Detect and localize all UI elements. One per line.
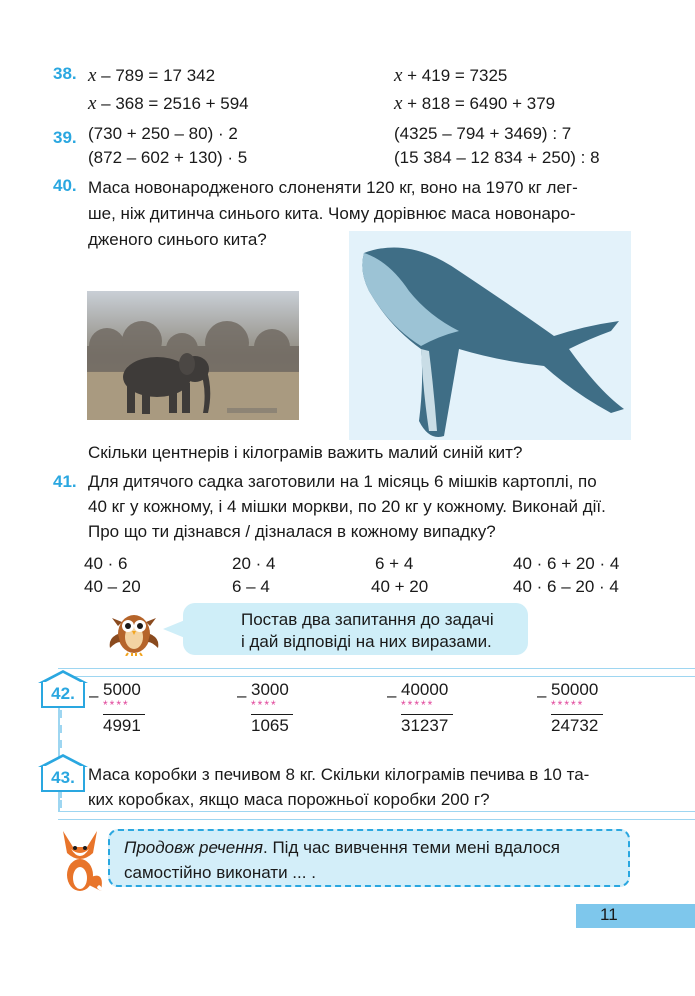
subtraction-line: [251, 714, 293, 715]
task43-line2: ких коробках, якщо маса порожньої коробки 200 г?: [88, 790, 490, 809]
task40-line2: ше, ніж дитинча синього кита. Чому дорівнює маса новонаро-: [88, 204, 576, 223]
unknown-digits: ****: [251, 698, 278, 712]
task41-line1: Для дитячого садка заготовили на 1 місяць 6 мішків картоплі, по: [88, 472, 597, 491]
difference: 1065: [251, 716, 289, 735]
minuend: 5000: [103, 680, 141, 699]
task-number-39: 39.: [53, 128, 77, 147]
owl-icon: [104, 604, 164, 661]
ruler-tick: [60, 710, 62, 718]
task-number-42: 42.: [41, 682, 85, 708]
expression-41-4: 40 · 6 + 20 · 4: [513, 554, 620, 573]
bubble-line-2: і дай відповіді на них виразами.: [241, 632, 492, 651]
task-number-41: 41.: [53, 472, 77, 491]
ruler-tick: [60, 740, 62, 748]
reflection-line-1: Продовж речення. Під час вивчення теми мені вдалося: [124, 838, 560, 857]
expression-41-3: 6 + 4: [375, 554, 414, 573]
subtraction-line: [401, 714, 453, 715]
expression-41-5: 40 – 20: [84, 577, 141, 596]
minuend: 3000: [251, 680, 289, 699]
fox-icon: [55, 825, 105, 900]
unknown-digits: ****: [103, 698, 130, 712]
page-number: 11: [600, 905, 618, 924]
elephant-photo: [87, 291, 299, 420]
difference: 4991: [103, 716, 141, 735]
equation-38-2: x – 368 = 2516 + 594: [88, 93, 249, 114]
difference: 31237: [401, 716, 449, 735]
expression-41-8: 40 · 6 – 20 · 4: [513, 577, 619, 596]
reflection-italic: Продовж речення: [124, 838, 263, 857]
reflection-box: [108, 829, 630, 887]
task41-line3: Про що ти дізнався / дізналася в кожному випадку?: [88, 522, 496, 541]
task-number-40: 40.: [53, 176, 77, 195]
ruler-tick: [60, 725, 62, 733]
whale-icon: [349, 231, 631, 440]
difference: 24732: [551, 716, 599, 735]
minus-sign: –: [237, 686, 247, 705]
elephant-icon: [87, 291, 299, 420]
expression-39-2: (872 – 602 + 130) · 5: [88, 148, 248, 167]
equation-38-1: x – 789 = 17 342: [88, 65, 216, 86]
expression-39-4: (15 384 – 12 834 + 250) : 8: [394, 148, 600, 167]
expression-39-1: (730 + 250 – 80) · 2: [88, 124, 238, 143]
unknown-digits: *****: [551, 698, 585, 712]
ruler-line-bottom: [58, 819, 695, 820]
task40-question: Скільки центнерів і кілограмів важить малий синій кит?: [88, 443, 523, 462]
expression-39-3: (4325 – 794 + 3469) : 7: [394, 124, 572, 143]
minuend: 50000: [551, 680, 599, 699]
expression-41-6: 6 – 4: [232, 577, 270, 596]
subtraction-line: [551, 714, 603, 715]
equation-38-4: x + 818 = 6490 + 379: [394, 93, 556, 114]
unknown-digits: *****: [401, 698, 435, 712]
speech-bubble: [183, 603, 528, 655]
page-number-tab: [576, 904, 695, 928]
equation-38-3: x + 419 = 7325: [394, 65, 508, 86]
expression-41-2: 20 · 4: [232, 554, 276, 573]
whale-image: [349, 231, 631, 440]
task40-line1: Маса новонародженого слоненяти 120 кг, воно на 1970 кг лег-: [88, 178, 578, 197]
task41-line2: 40 кг у кожному, і 4 мішки моркви, по 20 кг у кожному. Виконай дії.: [88, 497, 606, 516]
task43-line1: Маса коробки з печивом 8 кг. Скільки кілограмів печива в 10 та-: [88, 765, 590, 784]
task-number-43: 43.: [41, 766, 85, 792]
bubble-line-1: Постав два запитання до задачі: [241, 610, 494, 629]
ruler-line-top: [58, 668, 695, 669]
reflection-line-2: самостійно виконати ... .: [124, 863, 316, 882]
speech-bubble-tail: [163, 620, 185, 638]
task-number-38: 38.: [53, 64, 77, 83]
minus-sign: –: [89, 686, 99, 705]
ruler-line-top-2: [58, 676, 695, 677]
minuend: 40000: [401, 680, 449, 699]
minus-sign: –: [537, 686, 547, 705]
expression-41-7: 40 + 20: [371, 577, 429, 596]
task40-line3: дженого синього кита?: [88, 230, 267, 249]
minus-sign: –: [387, 686, 397, 705]
expression-41-1: 40 · 6: [84, 554, 128, 573]
ruler-tick: [60, 800, 62, 808]
subtraction-line: [103, 714, 145, 715]
